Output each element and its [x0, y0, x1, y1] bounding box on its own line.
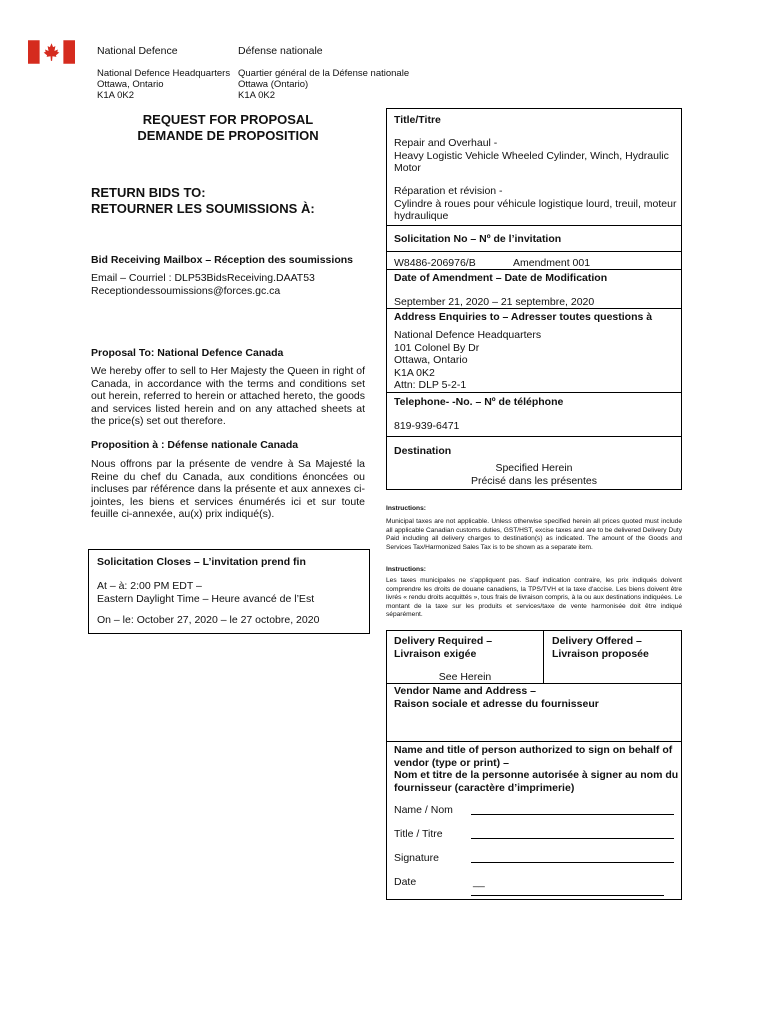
email-line[interactable]: Email – Courriel : DLP53BidsReceiving.DAAT53	[91, 272, 315, 284]
enquiries-address	[394, 329, 541, 392]
signatory-label	[394, 744, 678, 794]
closes-time-line: Eastern Daylight Time – Heure avancé de l’Est	[97, 592, 315, 605]
return-bids-heading	[91, 185, 315, 216]
enquiries-label: Address Enquiries to – Adresser toutes questions à	[394, 311, 653, 323]
title-en-line: Repair and Overhaul -	[394, 137, 498, 149]
telephone-label: Telephone- -No. – Nº de téléphone	[394, 396, 564, 408]
date-field[interactable]	[471, 895, 664, 896]
signature-label: Signature	[394, 852, 439, 864]
vendor-label	[394, 685, 599, 710]
delivery-required-label	[394, 635, 492, 660]
document-title	[100, 112, 356, 143]
solicitation-number: W8486-206976/B	[394, 257, 476, 269]
title-fr-line: Réparation et révision -	[394, 185, 503, 197]
title-en-line: Heavy Logistic Vehicle Wheeled Cylinder, Winch, Hydraulic	[394, 149, 669, 162]
solicitation-closes-box	[88, 549, 370, 634]
date-label: Date	[394, 876, 417, 888]
delivery-offered-line: Delivery Offered –	[552, 635, 642, 647]
vendor-delivery-box	[386, 630, 682, 900]
mailbox-title: Bid Receiving Mailbox – Réception des soumissions	[91, 254, 353, 266]
amendment-number: Amendment 001	[513, 257, 591, 269]
proposal-title-fr: Proposition à : Défense nationale Canada	[91, 439, 299, 451]
destination-line: Specified Herein	[495, 462, 573, 474]
enquiries-line: Attn: DLP 5-2-1	[394, 379, 467, 391]
title-field[interactable]	[471, 838, 674, 839]
enquiries-line: Ottawa, Ontario	[394, 354, 468, 366]
delivery-required-line: Delivery Required –	[394, 635, 493, 647]
divider	[387, 683, 681, 684]
closes-title: Solicitation Closes – L’invitation prend fin	[97, 556, 306, 568]
divider	[387, 741, 681, 742]
delivery-required-line: Livraison exigée	[394, 647, 477, 660]
title-label: Title/Titre	[394, 114, 441, 126]
department-name-fr: Défense nationale	[238, 45, 323, 57]
signatory-label-line: vendor (type or print) –	[394, 756, 509, 769]
email-line[interactable]: Receptiondessoumissions@forces.gc.ca	[91, 284, 281, 297]
title-fr-line: Cylindre à roues pour véhicule logistique lourd, treuil, moteur	[394, 197, 677, 210]
divider	[387, 436, 681, 437]
amendment-date-value: September 21, 2020 – 21 septembre, 2020	[394, 296, 595, 308]
date-blank: __	[473, 876, 485, 888]
delivery-required-value: See Herein	[438, 671, 492, 683]
address-line: K1A 0K2	[238, 90, 275, 101]
closes-date: On – le: October 27, 2020 – le 27 octobre, 2020	[97, 614, 320, 626]
delivery-offered-line: Livraison proposée	[552, 647, 649, 660]
instructions-text-en: Municipal taxes are not applicable. Unless otherwise specified herein all prices quoted must include all applicable Canadian customs duties, GST/HST, excise taxes and are to be delivered Delivery Duty Paid including all delivery charges to destination(s) as indicated. The amount of the Goods and Services Tax/Harmonized Sales Tax is to be shown as a separate item.	[386, 518, 682, 551]
signatory-label-line: Nom et titre de la personne autorisée à signer au nom du	[394, 769, 679, 781]
title-en	[394, 137, 669, 175]
address-line: K1A 0K2	[97, 90, 134, 101]
solicitation-label: Solicitation No – Nº de l’invitation	[394, 233, 562, 245]
vendor-label-line: Raison sociale et adresse du fournisseur	[394, 697, 599, 710]
instructions-label-en: Instructions:	[386, 505, 426, 512]
title-fr	[394, 185, 676, 223]
title-en-line: Motor	[394, 162, 421, 174]
divider	[543, 631, 544, 683]
enquiries-line: 101 Colonel By Dr	[394, 341, 480, 354]
instructions-text-fr: Les taxes municipales ne s'appliquent pas. Sauf indication contraire, les prix indiqués doivent comprendre les droits de douane canadiens, la TPS/TVH et la taxe d'accise. Les biens doivent être livrés « rendu droits acquittés », tous frais de livraison compris, à la ou aux destinations indiquées. Le montant de la taxe sur les produits et services/taxe de vente harmonisée doit être indiqué séparément.	[386, 577, 682, 619]
signatory-label-line: Name and title of person authorized to sign on behalf of	[394, 744, 673, 756]
vendor-label-line: Vendor Name and Address –	[394, 685, 536, 697]
department-address-fr	[238, 68, 409, 101]
telephone-value: 819-939-6471	[394, 420, 460, 432]
mailbox-email	[91, 272, 315, 297]
address-line: Ottawa (Ontario)	[238, 79, 309, 90]
address-line: Quartier général de la Défense nationale	[238, 68, 410, 79]
proposal-title-en: Proposal To: National Defence Canada	[91, 347, 284, 359]
destination-value	[387, 462, 681, 487]
amendment-date-label: Date of Amendment – Date de Modification	[394, 272, 608, 284]
destination-label: Destination	[394, 445, 452, 457]
divider	[387, 392, 681, 393]
delivery-offered-label	[552, 635, 649, 660]
divider	[387, 269, 681, 270]
return-bids-en: RETURN BIDS TO:	[91, 185, 206, 200]
instructions-label-fr: Instructions:	[386, 566, 426, 573]
title-field-label: Title / Titre	[394, 828, 443, 840]
document-title-fr: DEMANDE DE PROPOSITION	[137, 127, 319, 143]
closes-time-line: At – à: 2:00 PM EDT –	[97, 580, 202, 592]
solicitation-info-box	[386, 108, 682, 490]
divider	[387, 225, 681, 226]
address-line: National Defence Headquarters	[97, 68, 231, 79]
name-label: Name / Nom	[394, 804, 453, 816]
canada-flag-logo	[28, 40, 75, 64]
divider	[387, 308, 681, 309]
name-field[interactable]	[471, 814, 674, 815]
enquiries-line: National Defence Headquarters	[394, 329, 542, 341]
vendor-name-address-field[interactable]	[394, 713, 674, 735]
closes-time	[97, 580, 314, 605]
signatory-label-line: fournisseur (caractère d’imprimerie)	[394, 781, 575, 794]
destination-line: Précisé dans les présentes	[470, 474, 598, 487]
enquiries-line: K1A 0K2	[394, 366, 435, 379]
proposal-body-fr: Nous offrons par la présente de vendre à Sa Majesté la Reine du chef du Canada, aux conditions énoncées ou incluses par référence dans la présente et aux annexes ci-jointes, les biens et services énumérés ici et sur toute feuille ci-annexée, au(x) prix indiqué(s).	[91, 458, 365, 521]
divider	[387, 251, 681, 252]
department-address-en	[97, 68, 230, 101]
proposal-body-en: We hereby offer to sell to Her Majesty the Queen in right of Canada, in accordance with the terms and conditions set out herein, referred to herein or attached hereto, the goods and services listed herein and on any attached sheets at the price(s) set out therefore.	[91, 365, 365, 428]
title-fr-line: hydraulique	[394, 210, 449, 222]
return-bids-fr: RETOURNER LES SOUMISSIONS À:	[91, 200, 315, 216]
signature-field[interactable]	[471, 862, 674, 863]
department-name-en: National Defence	[97, 45, 178, 57]
document-title-en: REQUEST FOR PROPOSAL	[142, 112, 314, 127]
address-line: Ottawa, Ontario	[97, 79, 164, 90]
